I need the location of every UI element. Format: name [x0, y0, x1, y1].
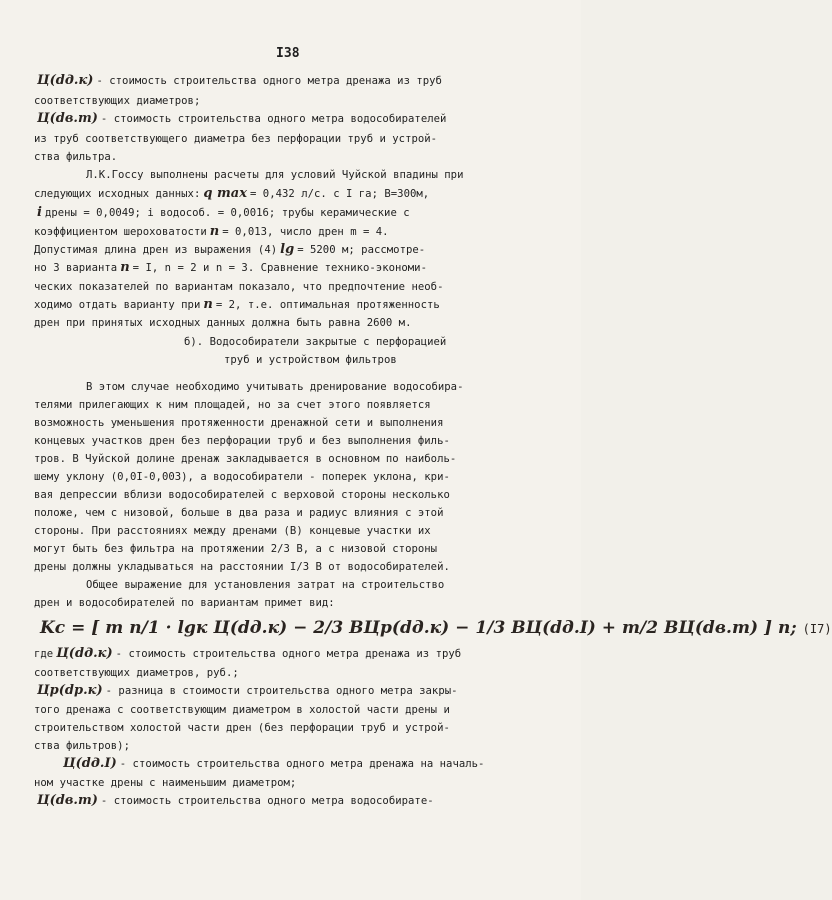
text-line: [34, 522, 581, 540]
text-line: [34, 701, 581, 719]
typed-text: коэффициентом шероховатости: [34, 226, 207, 238]
typed-text: - стоимость строительства одного метра водособирате-: [100, 795, 434, 807]
typed-text: - стоимость строительства одного метра дренажа из труб: [96, 75, 442, 87]
typed-text: ства фильтра.: [34, 151, 118, 163]
typed-text: шему уклону (0,0I-0,003), а водособиратели - поперек уклона, кри-: [34, 471, 450, 483]
typed-text: из труб соответствующего диаметра без перфорации труб и устрой-: [34, 133, 438, 145]
typed-text: того дренажа с соответствующим диаметром в холостой части дрены и: [34, 704, 450, 716]
text-line: [224, 351, 581, 369]
handwritten-symbol: Ц(dд.к): [56, 646, 113, 661]
typed-text: - стоимость строительства одного метра водособирателей: [100, 113, 447, 125]
typed-text: - разница в стоимости строительства одного метра закры-: [105, 685, 458, 697]
text-line: [34, 314, 581, 332]
typed-text: = 0,013, число дрен m = 4.: [222, 226, 389, 238]
typed-text: б). Водособиратели закрытые с перфорацией: [184, 336, 447, 348]
text-line: [34, 296, 581, 314]
text-line: [34, 185, 581, 203]
handwritten-symbol: Цр(dр.к): [37, 683, 103, 698]
typed-text: - стоимость строительства одного метра дренажа на началь-: [119, 758, 485, 770]
typed-text: стороны. При расстояниях между дренами (В) концевые участки их: [34, 525, 431, 537]
typed-text: ном участке дрены с наименьшим диаметром;: [34, 777, 297, 789]
formula-number: (I7): [802, 622, 832, 636]
typed-text: = 5200 м; рассмотре-: [297, 244, 426, 256]
text-line: [86, 576, 581, 594]
handwritten-symbol: i: [37, 205, 42, 220]
typed-text: но 3 варианта: [34, 262, 118, 274]
text-line: [34, 204, 581, 222]
handwritten-symbol: n: [209, 224, 220, 239]
typed-text: = 2, т.е. оптимальная протяженность: [215, 299, 440, 311]
text-line: [34, 774, 581, 792]
typed-text: где: [34, 648, 54, 660]
text-line: [34, 664, 581, 682]
text-line: [34, 259, 581, 277]
typed-text: дрен и водособирателей по вариантам примет вид:: [34, 597, 335, 609]
text-line: [34, 450, 581, 468]
handwritten-symbol: Ц(dд.I): [63, 756, 117, 771]
text-line: [34, 278, 581, 296]
text-line: [34, 72, 581, 90]
handwritten-symbol: n: [120, 260, 130, 275]
text-line: [34, 645, 581, 663]
text-line: [34, 682, 581, 700]
typed-text: труб и устройством фильтров: [224, 354, 397, 366]
typed-text: Допустимая длина дрен из выражения (4): [34, 244, 278, 256]
typed-text: дрены = 0,0049; i водособ. = 0,0016; трубы керамические с: [44, 207, 410, 219]
text-line: [34, 468, 581, 486]
typed-text: следующих исходных данных:: [34, 188, 201, 200]
text-line: [34, 148, 581, 166]
text-line: [34, 223, 581, 241]
handwritten-symbol: Ц(dв.т): [37, 793, 98, 808]
text-line: [34, 110, 581, 128]
typed-text: могут быть без фильтра на протяжении 2/3 В, а с низовой стороны: [34, 543, 438, 555]
text-line: [60, 755, 581, 773]
text-line: [34, 414, 581, 432]
typed-text: дрены должны укладываться на расстоянии I/3 В от водособирателей.: [34, 561, 450, 573]
page-number: I38: [276, 46, 300, 61]
text-line: [34, 504, 581, 522]
handwritten-symbol: q max: [203, 186, 248, 201]
text-line: [34, 594, 581, 612]
text-line: [34, 396, 581, 414]
typed-text: концевых участков дрен без перфорации труб и без выполнения филь-: [34, 435, 450, 447]
typed-text: дрен при принятых исходных данных должна быть равна 2600 м.: [34, 317, 412, 329]
typed-text: соответствующих диаметров, руб.;: [34, 667, 239, 679]
text-line: [34, 92, 581, 110]
typed-text: = I, n = 2 и n = 3. Сравнение технико-экономи-: [132, 262, 427, 274]
typed-text: вая депрессии вблизи водособирателей с верховой стороны несколько: [34, 489, 450, 501]
text-line: [184, 333, 581, 351]
text-line: [34, 432, 581, 450]
typed-text: В этом случае необходимо учитывать дренирование водособира-: [86, 381, 464, 393]
typed-text: Общее выражение для установления затрат на строительство: [86, 579, 445, 591]
typed-text: телями прилегающих к ним площадей, но за счет этого появляется: [34, 399, 431, 411]
text-line: [86, 378, 581, 396]
handwritten-symbol: lg: [280, 242, 295, 257]
text-line: [34, 558, 581, 576]
typed-text: - стоимость строительства одного метра дренажа из труб: [115, 648, 462, 660]
text-line: [34, 130, 581, 148]
handwritten-symbol: Ц(dв.т): [37, 111, 98, 126]
text-line: [34, 719, 581, 737]
typed-text: возможность уменьшения протяженности дренажной сети и выполнения: [34, 417, 444, 429]
formula-i7: [40, 618, 832, 638]
formula-text: Kc = [ m n/1 · lgк Ц(dд.к) − 2/3 BЦр(dд.к) − 1/3 BЦ(dд.I) + m/2 BЦ(dв.т) ] n;: [40, 618, 797, 638]
typed-text: ства фильтров);: [34, 740, 130, 752]
typed-text: тров. В Чуйской долине дренаж закладывается в основном по наиболь-: [34, 453, 457, 465]
typed-text: ходимо отдать варианту при: [34, 299, 201, 311]
typed-text: ческих показателей по вариантам показало, что предпочтение необ-: [34, 281, 444, 293]
typed-text: = 0,432 л/с. с I га; В=300м,: [250, 188, 430, 200]
text-line: [86, 166, 581, 184]
typed-text: соответствующих диаметров;: [34, 95, 201, 107]
text-line: [34, 737, 581, 755]
text-line: [34, 486, 581, 504]
typed-text: строительством холостой части дрен (без перфорации труб и устрой-: [34, 722, 450, 734]
handwritten-symbol: n: [203, 297, 213, 312]
text-line: [34, 241, 581, 259]
typed-text: Л.К.Госсу выполнены расчеты для условий Чуйской впадины при: [86, 169, 464, 181]
text-line: [34, 792, 581, 810]
typed-text: положе, чем с низовой, больше в два раза и радиус влияния с этой: [34, 507, 444, 519]
text-line: [34, 540, 581, 558]
handwritten-symbol: Ц(dд.к): [37, 73, 94, 88]
